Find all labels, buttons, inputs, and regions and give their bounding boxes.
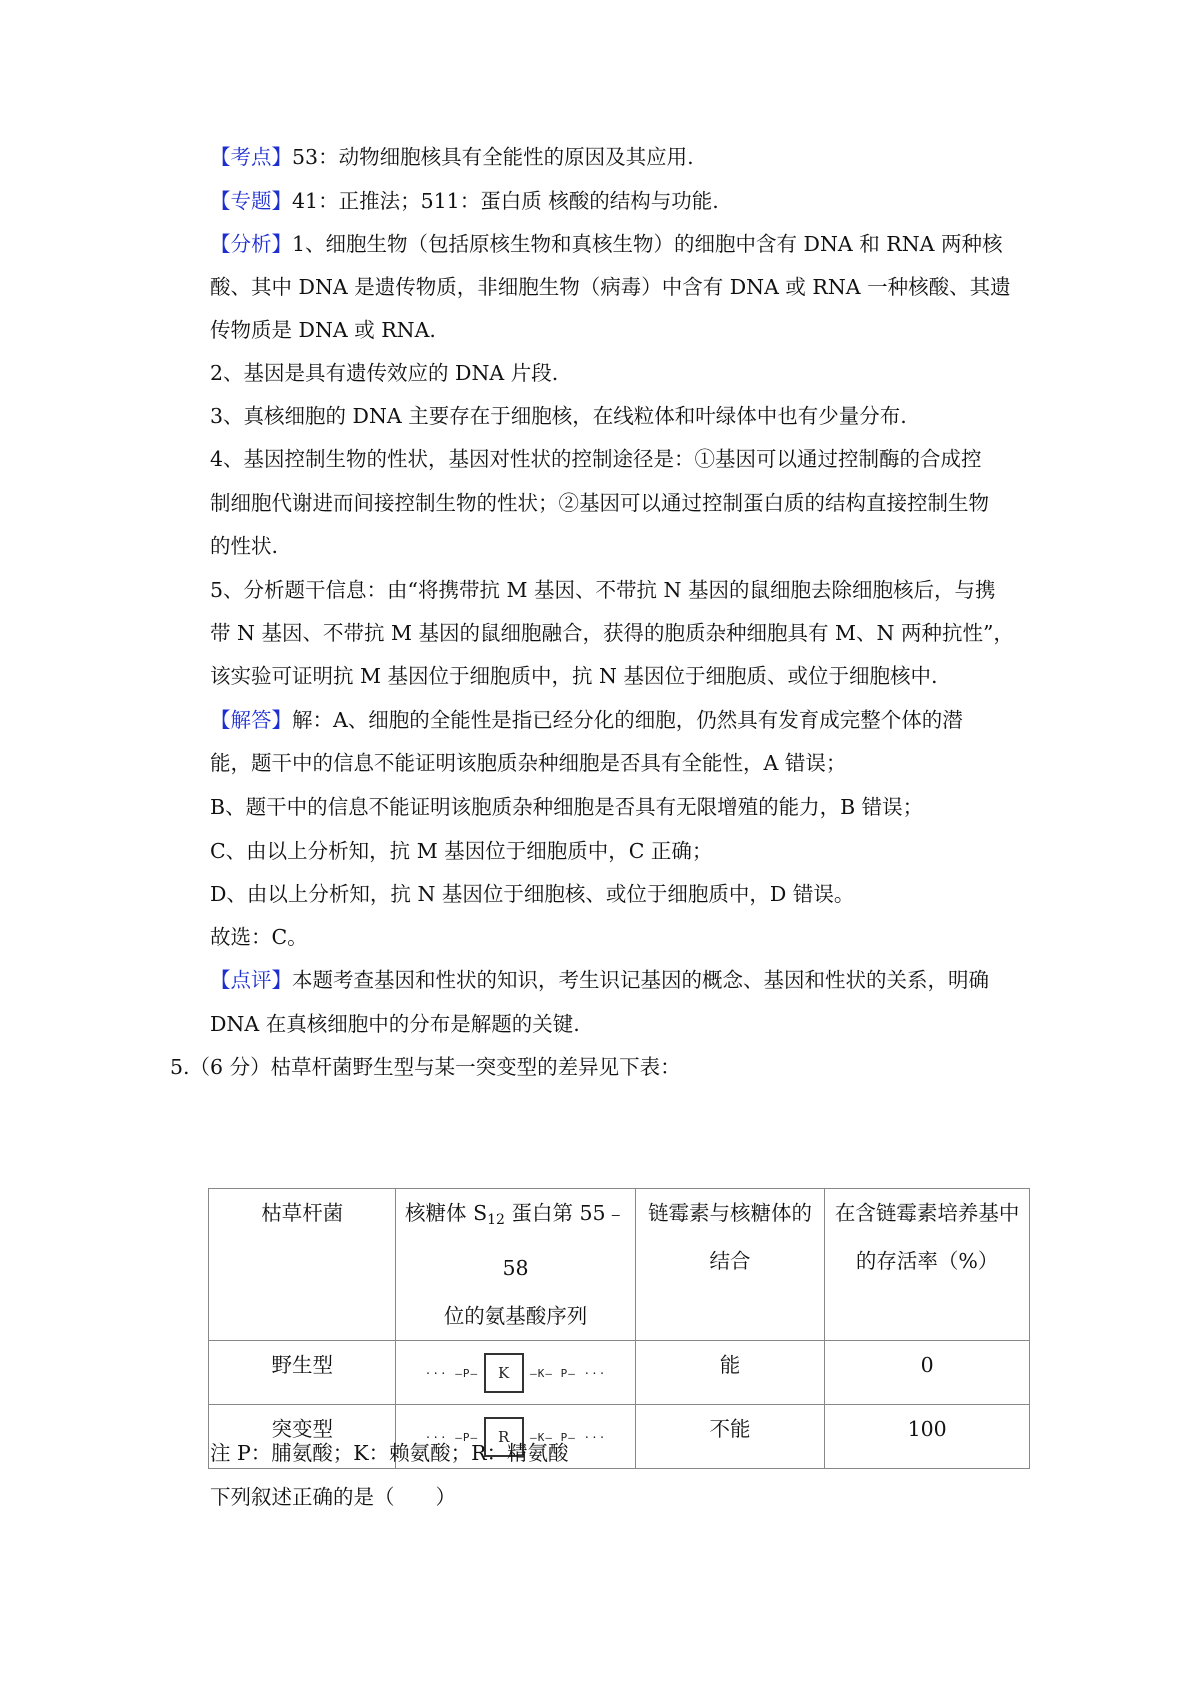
text-line: 能，题干中的信息不能证明该胞质杂种细胞是否具有全能性，A 错误； <box>210 751 847 775</box>
line-jieda: 【解答】解：A、细胞的全能性是指已经分化的细胞，仍然具有发育成完整个体的潜 <box>210 708 963 732</box>
text-line: D、由以上分析知，抗 N 基因位于细胞核、或位于细胞质中，D 错误。 <box>210 882 855 906</box>
amino-acid-box: K <box>484 1353 524 1393</box>
table-note: 注 P：脯氨酸；K：赖氨酸；R：精氨酸 <box>210 1441 569 1465</box>
text-line: 带 N 基因、不带抗 M 基因的鼠细胞融合，获得的胞质杂种细胞具有 M、N 两种抗性”， <box>210 621 1014 645</box>
line-zhuanti: 【专题】41：正推法；511：蛋白质 核酸的结构与功能. <box>210 189 719 213</box>
header-cell: 枯草杆菌 <box>209 1189 396 1341</box>
sequence-figure: ··· —P— K —K— P— ··· <box>425 1353 607 1393</box>
line-fenxi: 【分析】1、细胞生物（包括原核生物和真核生物）的细胞中含有 DNA 和 RNA 两种核 <box>210 232 1003 256</box>
question-prompt: 下列叙述正确的是（ ） <box>210 1485 456 1509</box>
header-cell: 核糖体 $S_{12}$ 蛋白第 55﹣58 位的氨基酸序列 <box>396 1189 635 1341</box>
text-line: B、题干中的信息不能证明该胞质杂种细胞是否具有无限增殖的能力，B 错误； <box>210 795 924 819</box>
text-line: 的性状. <box>210 534 279 558</box>
table-cell: 突变型 <box>209 1405 396 1469</box>
text-line: C、由以上分析知，抗 M 基因位于细胞质中，C 正确； <box>210 839 713 863</box>
table-cell: 能 <box>635 1341 825 1405</box>
table-cell: 0 <box>825 1341 1030 1405</box>
header-cell: 在含链霉素培养基中 的存活率（%） <box>825 1189 1030 1341</box>
text-line: 传物质是 DNA 或 RNA. <box>210 318 436 342</box>
line-kaodian: 【考点】53：动物细胞核具有全能性的原因及其应用. <box>210 145 694 169</box>
amino-acid-box: R <box>484 1417 524 1457</box>
text-line: DNA 在真核细胞中的分布是解题的关键. <box>210 1012 580 1036</box>
text-line: 3、真核细胞的 DNA 主要存在于细胞核，在线粒体和叶绿体中也有少量分布. <box>210 404 907 428</box>
comparison-table <box>208 1188 1030 1469</box>
table-cell: 不能 <box>635 1405 825 1469</box>
text-line: 5、分析题干信息：由“将携带抗 M 基因、不带抗 N 基因的鼠细胞去除细胞核后，与携 <box>210 578 996 602</box>
table-cell: 野生型 <box>209 1341 396 1405</box>
sequence-cell <box>396 1341 635 1405</box>
text-line: 酸、其中 DNA 是遗传物质，非细胞生物（病毒）中含有 DNA 或 RNA 一种核酸、其遗 <box>210 275 1011 299</box>
text-line: 故选：C。 <box>210 925 308 949</box>
text-line: 4、基因控制生物的性状，基因对性状的控制途径是：①基因可以通过控制酶的合成控 <box>210 447 982 471</box>
question-stem: 5.（6 分）枯草杆菌野生型与某一突变型的差异见下表： <box>170 1055 681 1079</box>
table-header-row <box>209 1189 1030 1341</box>
text-line: 2、基因是具有遗传效应的 DNA 片段. <box>210 361 559 385</box>
text-line: 该实验可证明抗 M 基因位于细胞质中，抗 N 基因位于细胞质、或位于细胞核中. <box>210 664 938 688</box>
table-row <box>209 1341 1030 1405</box>
line-dianping: 【点评】本题考查基因和性状的知识，考生识记基因的概念、基因和性状的关系，明确 <box>210 968 989 992</box>
text-line: 制细胞代谢进而间接控制生物的性状；②基因可以通过控制蛋白质的结构直接控制生物 <box>210 491 989 515</box>
sequence-figure: ··· —P— R —K— P— ··· <box>425 1417 607 1457</box>
table-cell: 100 <box>825 1405 1030 1469</box>
header-cell: 链霉素与核糖体的 结合 <box>635 1189 825 1341</box>
